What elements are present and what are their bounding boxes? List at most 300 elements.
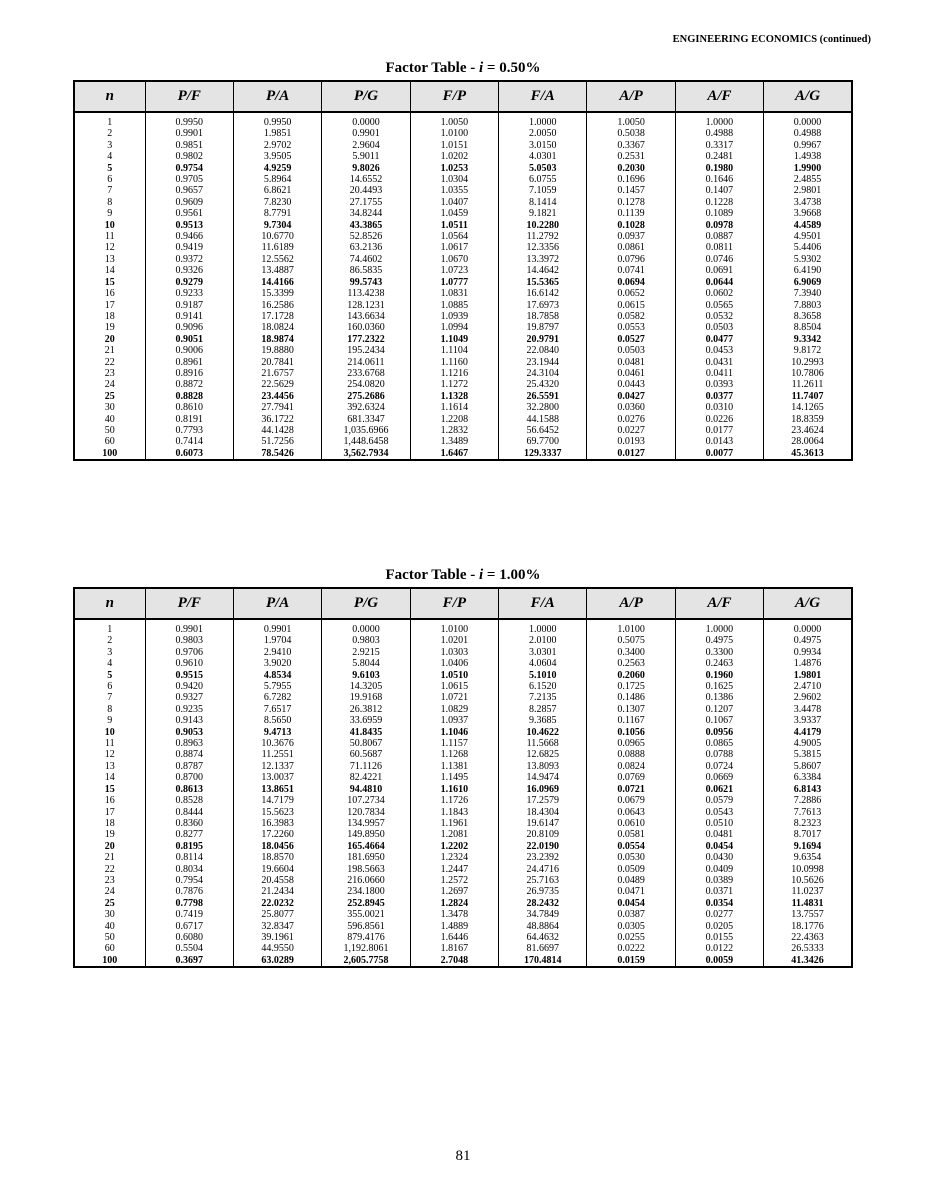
- factor-cell: 32.2800: [499, 402, 587, 413]
- period-cell: 100: [74, 955, 145, 967]
- factor-cell: 0.0530: [587, 852, 675, 863]
- factor-cell: 8.5650: [233, 715, 321, 726]
- table-row: [74, 300, 852, 311]
- column-header: A/G: [764, 81, 852, 112]
- factor-cell: 0.0788: [675, 749, 763, 760]
- factor-cell: 0.0746: [675, 254, 763, 265]
- factor-cell: 4.9259: [233, 163, 321, 174]
- factor-cell: 170.4814: [499, 955, 587, 967]
- factor-cell: 1.0000: [675, 619, 763, 635]
- factor-cell: 0.1056: [587, 727, 675, 738]
- table-row: [74, 647, 852, 658]
- factor-cell: 24.4716: [499, 864, 587, 875]
- factor-cell: 32.8347: [233, 921, 321, 932]
- factor-cell: 3.9505: [233, 151, 321, 162]
- factor-cell: 0.0177: [675, 425, 763, 436]
- factor-cell: 2.0050: [499, 128, 587, 139]
- factor-cell: 1.0510: [410, 670, 498, 681]
- factor-cell: 56.6452: [499, 425, 587, 436]
- factor-cell: 8.2857: [499, 704, 587, 715]
- factor-table: [73, 587, 853, 968]
- factor-cell: 0.0227: [587, 425, 675, 436]
- factor-cell: 0.0610: [587, 818, 675, 829]
- table-row: [74, 254, 852, 265]
- factor-cell: 10.2280: [499, 220, 587, 231]
- period-cell: 25: [74, 898, 145, 909]
- table-caption: [74, 567, 852, 584]
- factor-cell: 14.1265: [764, 402, 852, 413]
- period-cell: 8: [74, 704, 145, 715]
- period-cell: 16: [74, 288, 145, 299]
- factor-cell: 52.8526: [322, 231, 410, 242]
- table-row: [74, 749, 852, 760]
- factor-cell: 63.2136: [322, 242, 410, 253]
- factor-cell: 0.1386: [675, 692, 763, 703]
- header-row: [74, 588, 852, 619]
- factor-cell: 9.1821: [499, 208, 587, 219]
- factor-cell: 0.0431: [675, 357, 763, 368]
- factor-cell: 9.6103: [322, 670, 410, 681]
- factor-cell: 0.9235: [145, 704, 233, 715]
- factor-cell: 1.0151: [410, 140, 498, 151]
- factor-cell: 0.0427: [587, 391, 675, 402]
- period-cell: 11: [74, 738, 145, 749]
- factor-cell: 0.0694: [587, 277, 675, 288]
- factor-cell: 681.3347: [322, 414, 410, 425]
- factor-cell: 0.0411: [675, 368, 763, 379]
- caption-prefix: Factor Table -: [385, 60, 479, 76]
- factor-cell: 23.4456: [233, 391, 321, 402]
- factor-cell: 0.5504: [145, 943, 233, 954]
- factor-cell: 0.9803: [322, 635, 410, 646]
- factor-cell: 8.2323: [764, 818, 852, 829]
- factor-cell: 0.0059: [675, 955, 763, 967]
- table-row: [74, 357, 852, 368]
- column-header: A/P: [587, 588, 675, 619]
- period-cell: 40: [74, 921, 145, 932]
- factor-cell: 0.8277: [145, 829, 233, 840]
- factor-cell: 20.4558: [233, 875, 321, 886]
- factor-cell: 0.1980: [675, 163, 763, 174]
- factor-cell: 0.7414: [145, 436, 233, 447]
- factor-cell: 4.0301: [499, 151, 587, 162]
- factor-cell: 0.6717: [145, 921, 233, 932]
- factor-cell: 0.0443: [587, 379, 675, 390]
- factor-cell: 64.4632: [499, 932, 587, 943]
- factor-cell: 14.7179: [233, 795, 321, 806]
- factor-cell: 0.0000: [322, 619, 410, 635]
- factor-cell: 1.0617: [410, 242, 498, 253]
- factor-cell: 1.6467: [410, 448, 498, 460]
- factor-cell: 0.0277: [675, 909, 763, 920]
- table-row: [74, 852, 852, 863]
- factor-cell: 1.0201: [410, 635, 498, 646]
- factor-cell: 0.0554: [587, 841, 675, 852]
- period-cell: 24: [74, 886, 145, 897]
- factor-cell: 252.8945: [322, 898, 410, 909]
- factor-cell: 71.1126: [322, 761, 410, 772]
- factor-cell: 5.7955: [233, 681, 321, 692]
- table-row: [74, 379, 852, 390]
- factor-cell: 22.0840: [499, 345, 587, 356]
- factor-cell: 0.1457: [587, 185, 675, 196]
- table-row: [74, 841, 852, 852]
- factor-cell: 0.1278: [587, 197, 675, 208]
- factor-cell: 34.7849: [499, 909, 587, 920]
- period-cell: 40: [74, 414, 145, 425]
- period-cell: 19: [74, 829, 145, 840]
- factor-cell: 26.5591: [499, 391, 587, 402]
- factor-cell: 4.0604: [499, 658, 587, 669]
- table-row: [74, 886, 852, 897]
- factor-cell: 1.0564: [410, 231, 498, 242]
- factor-cell: 0.8963: [145, 738, 233, 749]
- factor-cell: 28.2432: [499, 898, 587, 909]
- factor-cell: 0.0615: [587, 300, 675, 311]
- factor-cell: 2.9215: [322, 647, 410, 658]
- factor-cell: 0.0811: [675, 242, 763, 253]
- factor-cell: 7.1059: [499, 185, 587, 196]
- factor-cell: 0.8787: [145, 761, 233, 772]
- factor-cell: 19.6147: [499, 818, 587, 829]
- factor-cell: 2.9604: [322, 140, 410, 151]
- table-row: [74, 898, 852, 909]
- factor-cell: 1.0721: [410, 692, 498, 703]
- factor-cell: 0.0582: [587, 311, 675, 322]
- factor-cell: 10.2993: [764, 357, 852, 368]
- factor-cell: 1.9851: [233, 128, 321, 139]
- table-row: [74, 784, 852, 795]
- factor-cell: 51.7256: [233, 436, 321, 447]
- factor-cell: 0.9372: [145, 254, 233, 265]
- factor-cell: 0.8700: [145, 772, 233, 783]
- factor-cell: 7.8803: [764, 300, 852, 311]
- factor-cell: 0.0000: [764, 619, 852, 635]
- factor-cell: 20.8109: [499, 829, 587, 840]
- factor-cell: 20.4493: [322, 185, 410, 196]
- table-row: [74, 322, 852, 333]
- factor-cell: 0.0387: [587, 909, 675, 920]
- period-cell: 60: [74, 943, 145, 954]
- factor-cell: 0.1407: [675, 185, 763, 196]
- factor-cell: 0.0503: [675, 322, 763, 333]
- factor-cell: 18.7858: [499, 311, 587, 322]
- caption-prefix: Factor Table -: [385, 567, 479, 583]
- factor-cell: 0.0489: [587, 875, 675, 886]
- factor-cell: 23.4624: [764, 425, 852, 436]
- factor-cell: 3.9337: [764, 715, 852, 726]
- factor-cell: 1.2832: [410, 425, 498, 436]
- factor-cell: 0.2481: [675, 151, 763, 162]
- factor-cell: 1.9704: [233, 635, 321, 646]
- factor-cell: 28.0064: [764, 436, 852, 447]
- factor-cell: 0.0865: [675, 738, 763, 749]
- period-cell: 15: [74, 277, 145, 288]
- factor-cell: 12.1337: [233, 761, 321, 772]
- factor-cell: 0.9657: [145, 185, 233, 196]
- factor-cell: 1.4876: [764, 658, 852, 669]
- factor-cell: 1.0304: [410, 174, 498, 185]
- factor-cell: 16.6142: [499, 288, 587, 299]
- factor-cell: 0.0454: [675, 841, 763, 852]
- factor-cell: 9.8026: [322, 163, 410, 174]
- column-header: P/G: [322, 81, 410, 112]
- factor-cell: 0.0679: [587, 795, 675, 806]
- factor-cell: 165.4664: [322, 841, 410, 852]
- period-cell: 12: [74, 242, 145, 253]
- factor-cell: 10.5626: [764, 875, 852, 886]
- factor-cell: 18.9874: [233, 334, 321, 345]
- column-header: F/P: [410, 588, 498, 619]
- factor-cell: 0.0077: [675, 448, 763, 460]
- factor-cell: 0.0824: [587, 761, 675, 772]
- table-row: [74, 864, 852, 875]
- factor-cell: 0.0741: [587, 265, 675, 276]
- period-cell: 50: [74, 932, 145, 943]
- factor-cell: 120.7834: [322, 807, 410, 818]
- factor-cell: 8.1414: [499, 197, 587, 208]
- table-caption: [74, 60, 852, 77]
- factor-cell: 0.7798: [145, 898, 233, 909]
- factor-cell: 1.1216: [410, 368, 498, 379]
- factor-cell: 25.8077: [233, 909, 321, 920]
- column-header: n: [74, 588, 145, 619]
- period-cell: 17: [74, 807, 145, 818]
- factor-cell: 0.8610: [145, 402, 233, 413]
- period-cell: 3: [74, 140, 145, 151]
- factor-cell: 0.1139: [587, 208, 675, 219]
- factor-cell: 0.9006: [145, 345, 233, 356]
- column-header: P/G: [322, 588, 410, 619]
- column-header: P/A: [233, 588, 321, 619]
- factor-cell: 198.5663: [322, 864, 410, 875]
- factor-cell: 86.5835: [322, 265, 410, 276]
- factor-cell: 0.0453: [675, 345, 763, 356]
- period-cell: 14: [74, 265, 145, 276]
- factor-cell: 0.1228: [675, 197, 763, 208]
- factor-cell: 2.9410: [233, 647, 321, 658]
- factor-cell: 1.0000: [499, 112, 587, 128]
- factor-cell: 0.0276: [587, 414, 675, 425]
- factor-cell: 0.0503: [587, 345, 675, 356]
- period-cell: 20: [74, 841, 145, 852]
- period-cell: 18: [74, 818, 145, 829]
- factor-cell: 355.0021: [322, 909, 410, 920]
- period-cell: 4: [74, 151, 145, 162]
- factor-cell: 16.2586: [233, 300, 321, 311]
- factor-cell: 1.1328: [410, 391, 498, 402]
- factor-cell: 11.2611: [764, 379, 852, 390]
- factor-cell: 879.4176: [322, 932, 410, 943]
- table-row: [74, 921, 852, 932]
- factor-cell: 0.0769: [587, 772, 675, 783]
- factor-cell: 0.8872: [145, 379, 233, 390]
- factor-cell: 9.1694: [764, 841, 852, 852]
- factor-cell: 17.1728: [233, 311, 321, 322]
- period-cell: 11: [74, 231, 145, 242]
- factor-cell: 129.3337: [499, 448, 587, 460]
- factor-cell: 0.9803: [145, 635, 233, 646]
- table-row: [74, 197, 852, 208]
- factor-cell: 7.7613: [764, 807, 852, 818]
- factor-cell: 1.0939: [410, 311, 498, 322]
- factor-cell: 44.9550: [233, 943, 321, 954]
- factor-cell: 15.5623: [233, 807, 321, 818]
- factor-cell: 2.4855: [764, 174, 852, 185]
- period-cell: 14: [74, 772, 145, 783]
- factor-cell: 1,192.8061: [322, 943, 410, 954]
- factor-cell: 0.0510: [675, 818, 763, 829]
- factor-cell: 254.0820: [322, 379, 410, 390]
- factor-cell: 0.9901: [145, 619, 233, 635]
- table-row: [74, 670, 852, 681]
- table-row: [74, 436, 852, 447]
- factor-cell: 0.0887: [675, 231, 763, 242]
- factor-cell: 9.3342: [764, 334, 852, 345]
- factor-cell: 1.2208: [410, 414, 498, 425]
- table-row: [74, 277, 852, 288]
- factor-cell: 0.1625: [675, 681, 763, 692]
- factor-cell: 0.8191: [145, 414, 233, 425]
- period-cell: 3: [74, 647, 145, 658]
- factor-cell: 6.1520: [499, 681, 587, 692]
- factor-cell: 195.2434: [322, 345, 410, 356]
- factor-cell: 2,605.7758: [322, 955, 410, 967]
- factor-cell: 11.4831: [764, 898, 852, 909]
- factor-cell: 1.0615: [410, 681, 498, 692]
- factor-cell: 19.8797: [499, 322, 587, 333]
- period-cell: 21: [74, 852, 145, 863]
- factor-cell: 0.9851: [145, 140, 233, 151]
- factor-cell: 9.8172: [764, 345, 852, 356]
- factor-cell: 0.1646: [675, 174, 763, 185]
- factor-cell: 14.9474: [499, 772, 587, 783]
- period-cell: 17: [74, 300, 145, 311]
- factor-cell: 143.6634: [322, 311, 410, 322]
- factor-cell: 22.0190: [499, 841, 587, 852]
- factor-cell: 25.7163: [499, 875, 587, 886]
- table-row: [74, 727, 852, 738]
- table-row: [74, 909, 852, 920]
- factor-cell: 9.3685: [499, 715, 587, 726]
- caption-rate: = 1.00%: [483, 567, 541, 583]
- factor-cell: 82.4221: [322, 772, 410, 783]
- factor-cell: 7.3940: [764, 288, 852, 299]
- factor-cell: 1.0829: [410, 704, 498, 715]
- factor-cell: 0.0652: [587, 288, 675, 299]
- factor-cell: 1.0202: [410, 151, 498, 162]
- period-cell: 4: [74, 658, 145, 669]
- factor-cell: 23.2392: [499, 852, 587, 863]
- table-row: [74, 391, 852, 402]
- factor-cell: 33.6959: [322, 715, 410, 726]
- factor-cell: 0.0393: [675, 379, 763, 390]
- factor-cell: 13.8093: [499, 761, 587, 772]
- factor-cell: 0.0409: [675, 864, 763, 875]
- factor-cell: 0.9515: [145, 670, 233, 681]
- factor-cell: 0.9141: [145, 311, 233, 322]
- factor-cell: 19.6604: [233, 864, 321, 875]
- factor-cell: 0.0509: [587, 864, 675, 875]
- factor-cell: 0.1725: [587, 681, 675, 692]
- factor-cell: 2.0100: [499, 635, 587, 646]
- factor-cell: 18.8359: [764, 414, 852, 425]
- factor-cell: 0.9706: [145, 647, 233, 658]
- factor-cell: 41.8435: [322, 727, 410, 738]
- factor-cell: 5.8964: [233, 174, 321, 185]
- period-cell: 2: [74, 128, 145, 139]
- factor-cell: 27.1755: [322, 197, 410, 208]
- table-row: [74, 704, 852, 715]
- period-cell: 10: [74, 220, 145, 231]
- factor-cell: 18.0824: [233, 322, 321, 333]
- factor-cell: 0.8828: [145, 391, 233, 402]
- period-cell: 22: [74, 864, 145, 875]
- factor-cell: 0.9187: [145, 300, 233, 311]
- table-row: [74, 943, 852, 954]
- factor-cell: 1.0050: [587, 112, 675, 128]
- factor-cell: 0.0481: [587, 357, 675, 368]
- factor-cell: 1.0831: [410, 288, 498, 299]
- factor-cell: 0.8528: [145, 795, 233, 806]
- table-row: [74, 448, 852, 460]
- factor-cell: 0.0360: [587, 402, 675, 413]
- column-header: F/A: [499, 588, 587, 619]
- factor-cell: 13.4887: [233, 265, 321, 276]
- factor-cell: 10.3676: [233, 738, 321, 749]
- factor-cell: 0.1960: [675, 670, 763, 681]
- period-cell: 23: [74, 875, 145, 886]
- factor-cell: 11.7407: [764, 391, 852, 402]
- factor-cell: 94.4810: [322, 784, 410, 795]
- factor-cell: 0.9901: [322, 128, 410, 139]
- factor-cell: 7.6517: [233, 704, 321, 715]
- period-cell: 7: [74, 185, 145, 196]
- factor-cell: 5.8607: [764, 761, 852, 772]
- factor-cell: 0.9420: [145, 681, 233, 692]
- factor-cell: 0.1307: [587, 704, 675, 715]
- factor-cell: 0.0193: [587, 436, 675, 447]
- factor-cell: 0.9279: [145, 277, 233, 288]
- factor-cell: 43.3865: [322, 220, 410, 231]
- column-header: A/F: [675, 81, 763, 112]
- factor-cell: 0.4988: [764, 128, 852, 139]
- table-row: [74, 692, 852, 703]
- factor-cell: 18.1776: [764, 921, 852, 932]
- factor-cell: 0.0602: [675, 288, 763, 299]
- factor-cell: 0.0644: [675, 277, 763, 288]
- factor-cell: 6.8143: [764, 784, 852, 795]
- factor-cell: 0.0155: [675, 932, 763, 943]
- factor-cell: 0.5038: [587, 128, 675, 139]
- factor-cell: 4.9501: [764, 231, 852, 242]
- table-row: [74, 112, 852, 128]
- factor-cell: 0.0310: [675, 402, 763, 413]
- factor-cell: 1.0723: [410, 265, 498, 276]
- factor-cell: 1.0406: [410, 658, 498, 669]
- factor-cell: 0.9143: [145, 715, 233, 726]
- factor-cell: 0.0477: [675, 334, 763, 345]
- factor-cell: 1.0407: [410, 197, 498, 208]
- factor-cell: 18.8570: [233, 852, 321, 863]
- factor-cell: 0.3367: [587, 140, 675, 151]
- factor-cell: 1.0777: [410, 277, 498, 288]
- period-cell: 1: [74, 619, 145, 635]
- factor-cell: 1.1272: [410, 379, 498, 390]
- factor-cell: 11.5668: [499, 738, 587, 749]
- factor-cell: 0.9513: [145, 220, 233, 231]
- factor-cell: 0.9950: [233, 112, 321, 128]
